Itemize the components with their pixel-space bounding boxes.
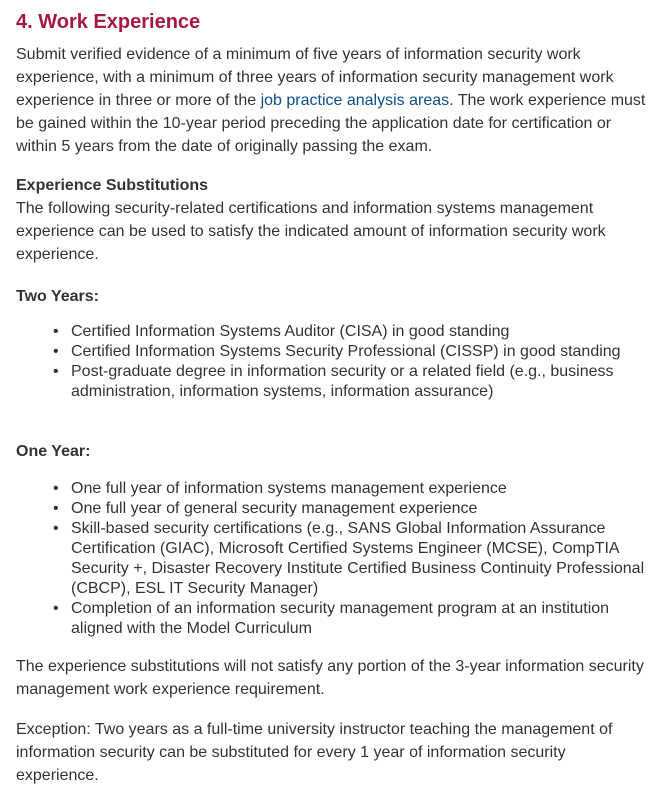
- one-year-list: [16, 479, 646, 639]
- list-item: • Certified Information Systems Security Professional (CISSP) in good standing: [71, 342, 646, 362]
- section-title: 4. Work Experience: [16, 11, 201, 33]
- substitutions-description: The following security-related certifications and information systems management experience can be used to satisfy the indicated amount of information security work experience.: [16, 200, 606, 263]
- one-year-label: One Year:: [16, 443, 91, 460]
- two-years-label: Two Years:: [16, 288, 99, 305]
- substitution-note: The experience substitutions will not satisfy any portion of the 3-year information security management work experience requirement.: [16, 658, 644, 698]
- list-item: • One full year of general security management experience: [71, 499, 646, 519]
- list-item: • Post-graduate degree in information security or a related field (e.g., business administration, information systems, information assurance): [71, 362, 646, 402]
- intro-paragraph: [16, 43, 646, 158]
- substitutions-block: [16, 174, 646, 266]
- list-item: • Skill-based security certifications (e.g., SANS Global Information Assurance Certification (GIAC), Microsoft Certified Systems Engineer (MCSE), CompTIA Security +, Disaster Recovery Institute Certified Business Continuity Professional (CBCP), ESL IT Security Manager): [71, 519, 646, 599]
- two-years-list: [16, 322, 646, 402]
- substitutions-heading: Experience Substitutions: [16, 177, 209, 194]
- intro-text-before: Submit verified evidence of a minimum of five years of information security work experience, with a minimum of three years of information security management work experience in three or more of the: [16, 46, 614, 109]
- list-item: • Completion of an information security management program at an institution aligned with the Model Curriculum: [71, 599, 646, 639]
- exception-paragraph: Exception: Two years as a full-time university instructor teaching the management of information security can be substituted for every 1 year of information security experience.: [16, 721, 613, 784]
- intro-text-after: . The work experience must be gained within the 10-year period preceding the application date for certification or within 5 years from the date of originally passing the exam.: [16, 92, 646, 155]
- list-item: • One full year of information systems management experience: [71, 479, 646, 499]
- job-practice-analysis-areas-link[interactable]: job practice analysis areas: [260, 92, 450, 109]
- list-item: • Certified Information Systems Auditor (CISA) in good standing: [71, 322, 646, 342]
